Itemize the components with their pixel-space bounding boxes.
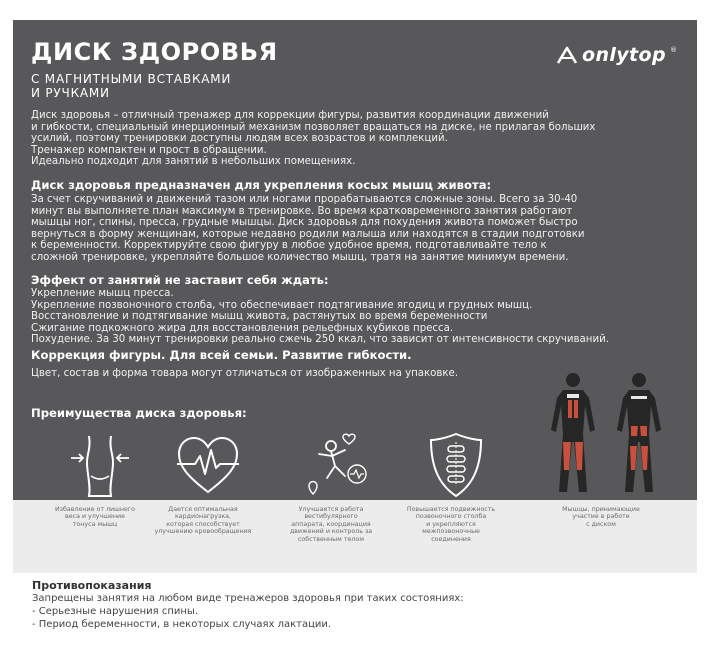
brand-mark-icon	[556, 46, 578, 64]
brand-logo	[556, 44, 677, 66]
text-line: минут вы выполняете план максимум в тренировке. Во время кратковременного занятия работают	[31, 205, 573, 217]
text-line: Укрепление позвоночного столба, что обеспечивает подтягивание ягодиц и грудных мышц.	[31, 299, 533, 311]
text-line: усилий, поэтому тренировки доступны людям всех возрастов и комплекций.	[31, 133, 448, 145]
text-line: и гибкости, специальный инерционный механизм позволяет вращаться на диске, не прилагая больших	[31, 121, 596, 133]
page-title: ДИСК ЗДОРОВЬЯ	[31, 38, 278, 66]
advantage-caption: Мышцы, принимающие участие в работе с диском	[562, 506, 640, 528]
advantage-caption: Избавление от лишнего веса и улучшение тонуса мышц	[54, 506, 136, 528]
section-heading: Диск здоровья предназначен для укрепления косых мышц живота:	[31, 178, 492, 192]
brand-registered: ®	[670, 46, 677, 54]
contraindications-title: Противопоказания	[32, 579, 152, 592]
packaging-note: Цвет, состав и форма товара могут отличаться от изображенных на упаковке.	[31, 368, 459, 379]
text-line: мышцы ног, спины, пресса, грудные мышцы. Диск здоровья для похудения живота поможет быстро	[31, 217, 578, 229]
advantage-caption: Дается оптимальная кардионагрузка, которая способствует улучшению кровообращения	[154, 506, 252, 536]
subtitle-line: И РУЧКАМИ	[31, 86, 110, 100]
heart-pulse-icon	[173, 430, 243, 500]
coordination-icon	[301, 430, 371, 500]
advantage-caption: Улучшается работа вестибулярного аппарата, координация движений и контроль за собственным телом	[289, 506, 373, 543]
contraindication-line: - Серьезные нарушения спины.	[32, 606, 199, 617]
text-line: вернуться в форму женщинам, которые недавно родили малыша или находятся в стадии подготовки	[31, 228, 585, 240]
contraindication-line: - Период беременности, в некоторых случаях лактации.	[32, 619, 332, 630]
text-line: За счет скручиваний и движений тазом или ногами прорабатываются сложные зоны. Всего за 30-40	[31, 194, 578, 205]
product-page	[8, 8, 700, 646]
advantage-caption: Повышается подвижность позвоночного столба и укрепляются межпозвоночные соединения	[406, 506, 496, 543]
section-text	[31, 194, 686, 264]
muscle-figures-icon	[541, 370, 671, 498]
contraindication-line: Запрещены занятия на любом виде тренажеров здоровья при таких состояниях:	[32, 593, 464, 604]
waist-icon	[65, 430, 135, 500]
brand-name: onlytop	[581, 44, 666, 66]
page-subtitle	[31, 72, 231, 100]
text-line: Восстановление и подтягивание мышц живота, растянутых во время беременности	[31, 311, 488, 323]
text-line: Диск здоровья – отличный тренажер для коррекции фигуры, развития координации движений	[31, 110, 549, 121]
text-line: Похудение. За 30 минут тренировки реально сжечь 250 ккал, что зависит от интенсивности скручиваний.	[31, 334, 609, 346]
text-line: Тренажер компактен и прост в обращении.	[31, 144, 267, 156]
advantages-title: Преимущества диска здоровья:	[31, 406, 247, 420]
text-line: Сжигание подкожного жира для восстановления рельефных кубиков пресса.	[31, 322, 454, 334]
section-heading: Эффект от занятий не заставит себя ждать:	[31, 273, 329, 287]
subtitle-line: С МАГНИТНЫМИ ВСТАВКАМИ	[31, 72, 232, 86]
intro-text	[31, 110, 686, 168]
text-line: сложной тренировке, укрепляйте большое количество мышц, тратя на занятие минимум времени.	[31, 251, 569, 263]
section-heading: Коррекция фигуры. Для всей семьи. Развитие гибкости.	[31, 348, 412, 362]
section-text	[31, 288, 686, 346]
text-line: Укрепление мышц пресса.	[31, 288, 174, 299]
spine-icon	[421, 430, 491, 500]
text-line: к беременности. Корректируйте свою фигуру в любое удобное время, подготавливайте тело к	[31, 240, 547, 252]
text-line: Идеально подходит для занятий в небольших помещениях.	[31, 156, 356, 168]
info-panel	[13, 20, 697, 500]
